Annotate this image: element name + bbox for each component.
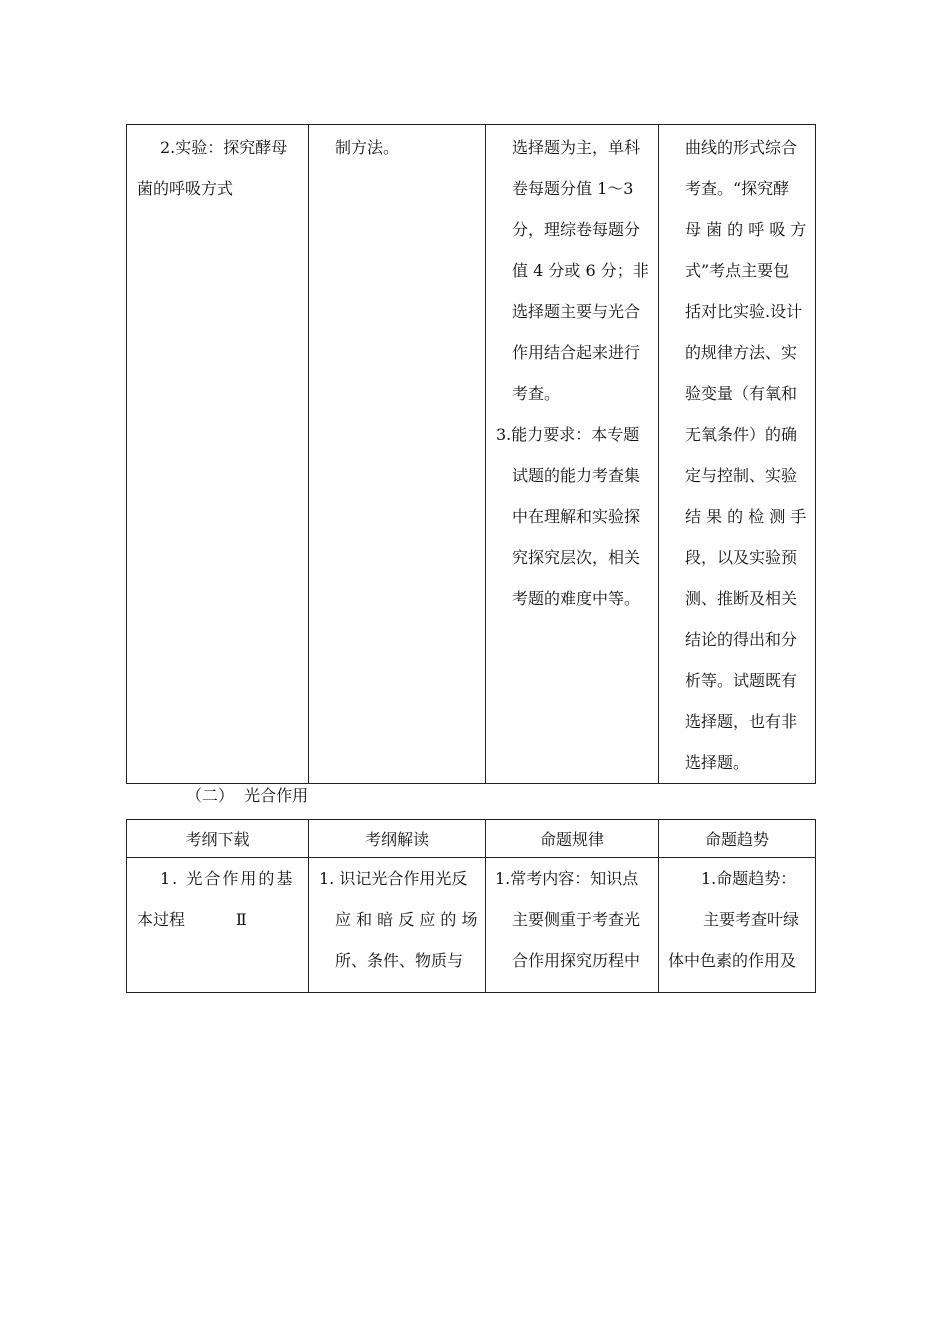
cell-line: 测、推断及相关: [685, 589, 798, 608]
cell-line: 2.实验：探究酵母: [160, 138, 288, 157]
column-header: 命题趋势: [659, 820, 816, 858]
cell-line: 1. 光合作用的基: [160, 869, 295, 888]
cell-line: 主要考查叶绿: [703, 910, 800, 929]
cell-line: 作用结合起来进行: [512, 343, 641, 362]
outline-interpretation-cell: [309, 858, 486, 993]
cell-line: 式”考点主要包: [685, 261, 790, 280]
cell-line: 考查。“探究酵: [685, 179, 790, 198]
cell-line: 选择题为主，单科: [512, 138, 641, 157]
cell-line: 卷每题分值 1～3: [512, 179, 634, 198]
cell-line: 曲线的形式综合: [685, 138, 798, 157]
cell-line: 合作用探究历程中: [512, 951, 641, 970]
cell-line: 菌的呼吸方式: [137, 179, 234, 198]
cell-line: 考题的难度中等。: [512, 589, 641, 608]
cell-line: 选择题，也有非: [685, 712, 798, 731]
section-heading: （二） 光合作用: [186, 786, 309, 805]
question-trend-cell: [659, 858, 816, 993]
question-pattern-cell: [486, 858, 659, 993]
cell-line: 考查。: [512, 384, 561, 403]
question-pattern-cell: [486, 125, 659, 784]
column-header: 考纲解读: [309, 820, 486, 858]
cell-line: 无氧条件）的确: [685, 425, 798, 444]
cell-line: 母 菌 的 呼 吸 方: [685, 220, 807, 239]
cell-line: 制方法。: [335, 138, 400, 157]
cell-line: 体中色素的作用及: [668, 951, 797, 970]
cell-line: 1. 识记光合作用光反: [319, 869, 468, 888]
cell-line: 值 4 分或 6 分；非: [512, 261, 649, 280]
cell-line: 段，以及实验预: [685, 548, 798, 567]
cell-line: 选择题。: [685, 753, 750, 772]
cell-line: 主要侧重于考查光: [512, 910, 641, 929]
cell-line: 分，理综卷每题分: [512, 220, 641, 239]
cell-line: 结 果 的 检 测 手: [685, 507, 807, 526]
outline-interpretation-cell: [309, 125, 486, 784]
table-header-row: [127, 820, 816, 858]
cell-line: 结论的得出和分: [685, 630, 798, 649]
column-header: 考纲下载: [127, 820, 309, 858]
cell-line: 本过程 Ⅱ: [137, 910, 247, 929]
table-row: [127, 125, 816, 784]
table-row: [127, 858, 816, 993]
cell-line: 试题的能力考查集: [512, 466, 641, 485]
cell-line: 验变量（有氧和: [685, 384, 798, 403]
question-trend-cell: [659, 125, 816, 784]
photosynthesis-outline-table: [126, 819, 816, 993]
cell-line: 选择题主要与光合: [512, 302, 641, 321]
cell-line: 析等。试题既有: [685, 671, 798, 690]
cell-line: 应 和 暗 反 应 的 场: [335, 910, 478, 929]
cell-line: 究探究层次，相关: [512, 548, 641, 567]
cell-line: 所、条件、物质与: [335, 951, 464, 970]
column-header: 命题规律: [486, 820, 659, 858]
exam-outline-table-continued: [126, 124, 816, 784]
outline-download-cell: [127, 858, 309, 993]
cell-line: 1.常考内容：知识点: [495, 869, 639, 888]
cell-line: 中在理解和实验探: [512, 507, 641, 526]
cell-line: 定与控制、实验: [685, 466, 798, 485]
outline-download-cell: [127, 125, 309, 784]
cell-line: 的规律方法、实: [685, 343, 798, 362]
cell-line: 3.能力要求：本专题: [496, 425, 640, 444]
cell-line: 1.命题趋势：: [701, 869, 797, 888]
cell-line: 括对比实验.设计: [685, 302, 803, 321]
